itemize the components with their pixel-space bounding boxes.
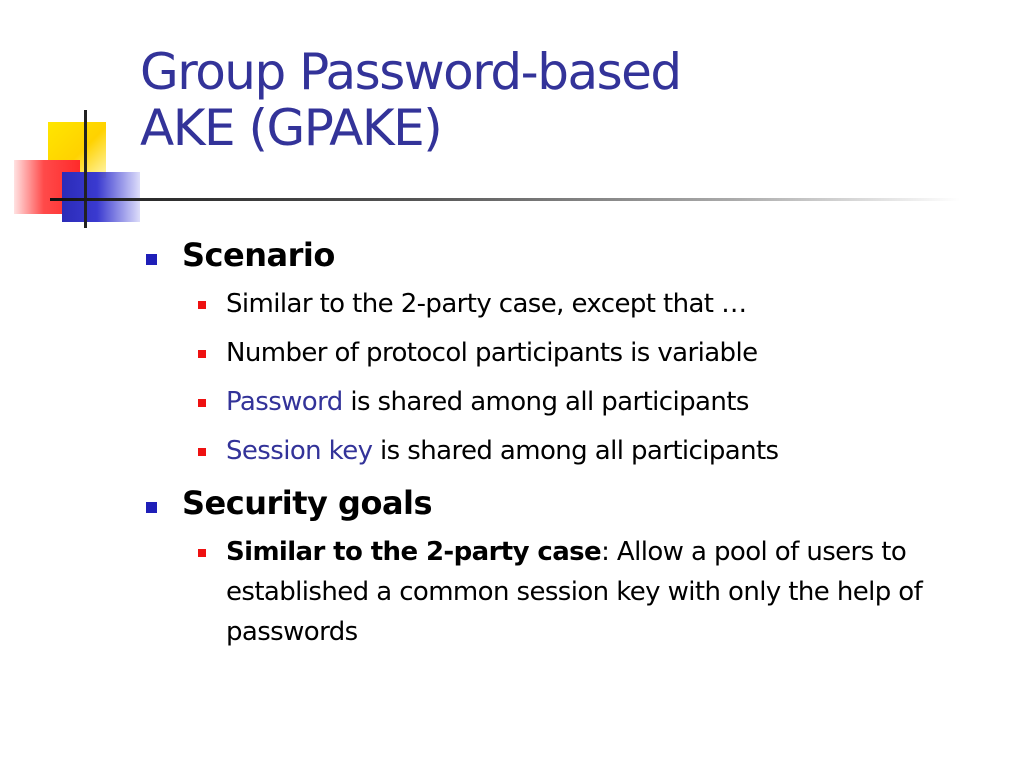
section-scenario (142, 232, 972, 278)
bullet-small-square-icon (198, 350, 206, 358)
bold-term: Similar to the 2-party case (226, 537, 602, 567)
highlighted-term: Session key (226, 436, 373, 466)
list-item (142, 431, 972, 472)
highlighted-term: Password (226, 387, 343, 417)
list-item (142, 532, 972, 652)
title-line-1: Group Password-based (140, 43, 681, 101)
decorative-vertical-line (84, 110, 87, 228)
bullet-content (142, 232, 972, 660)
section-security-goals (142, 480, 972, 526)
title-line-2: AKE (GPAKE) (140, 99, 442, 157)
slide-title (140, 44, 1000, 156)
bullet-small-square-icon (198, 399, 206, 407)
bullet-square-icon (146, 254, 157, 265)
decorative-blue-square (62, 172, 140, 222)
list-item (142, 382, 972, 423)
bullet-small-square-icon (198, 301, 206, 309)
list-item-text: Similar to the 2-party case, except that … (226, 289, 747, 319)
section-heading: Security goals (182, 484, 433, 522)
bullet-small-square-icon (198, 549, 206, 557)
list-item-text: : Allow a pool of users to established a common session key with only the help of passwords (226, 537, 923, 647)
list-item-text: is shared among all participants (342, 387, 749, 417)
list-item (142, 284, 972, 325)
bullet-square-icon (146, 502, 157, 513)
list-item-text: Number of protocol participants is variable (226, 338, 758, 368)
section-heading: Scenario (182, 236, 335, 274)
bullet-small-square-icon (198, 448, 206, 456)
list-item (142, 333, 972, 374)
list-item-text: is shared among all participants (372, 436, 779, 466)
title-underline (50, 198, 960, 201)
